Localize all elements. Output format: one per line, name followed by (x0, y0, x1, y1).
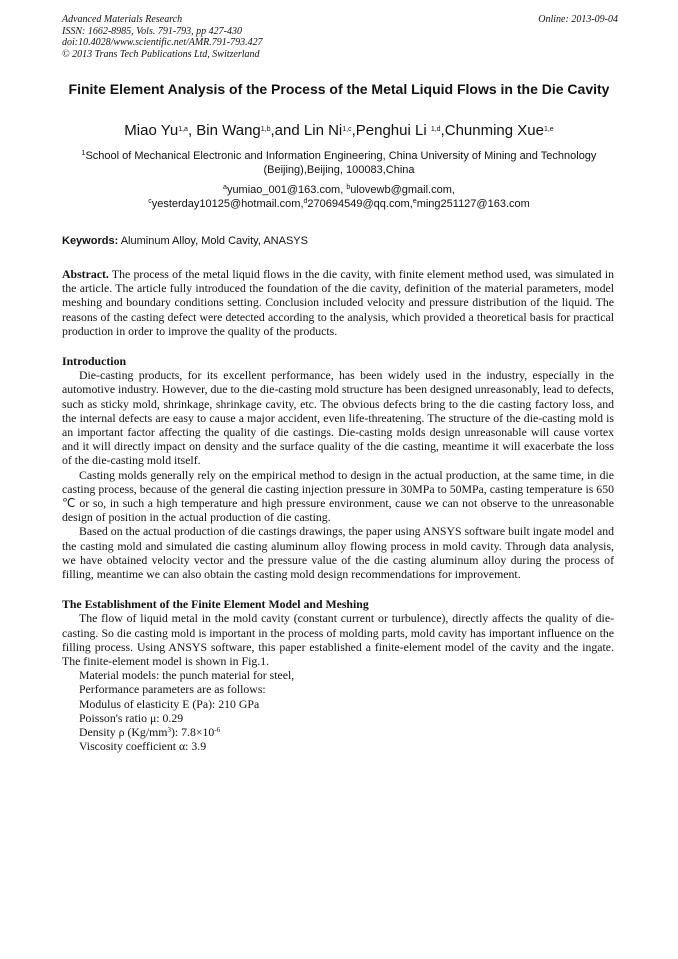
doi-line: doi:10.4028/www.scientific.net/AMR.791-793.427 (62, 37, 263, 48)
email-address: ming251127@163.com (416, 198, 530, 210)
email-address: yumiao_001@163.com, (226, 184, 347, 196)
paragraph: Die-casting products, for its excellent performance, has been widely used in the industry, especially in the automotive industry. However, due to the die-casting mold structure has been designed unreasonably, lead to defects, such as sticky mold, shrinkage, shrinkage cavity, etc. The obvious defects bring to the die casting factory loss, and the internal defects are easy to cause a major accident, even life-threatening. The structure of the die-casting mold is an important factor affecting the quality of die castings. Die-casting molds design unreasonable will cause vortex and it will directly impact on density and the surface quality of the die casting, meantime it will exacerbate the loss of the die-casting mold itself. (62, 368, 614, 468)
density-unit-exponent: 3 (167, 726, 171, 735)
material-parameters (62, 668, 614, 753)
publication-info (62, 14, 263, 60)
abstract (62, 267, 614, 338)
density-value-exponent: -6 (214, 726, 221, 735)
spacer (62, 581, 614, 597)
author-list (62, 122, 616, 140)
author-superscript: 1,b (260, 126, 271, 133)
paper-body (62, 267, 614, 754)
author-separator: , (440, 122, 445, 139)
online-date: Online: 2013-09-04 (538, 14, 618, 25)
abstract-text: The process of the metal liquid flows in the die cavity, with finite element method used, was simulated in the article. The article fully introduced the foundation of the die cavity, definition of the material parameters, model meshing and boundary conditions setting. Conclusion included velocity and pressure distribution of the liquid. The reasons of the casting defect were detected according to the analysis, which provided a theoretical basis for practical production in order to improve the quality of the products. (62, 267, 614, 338)
email-address: ulovewb@gmail.com, (350, 184, 455, 196)
section-heading-introduction: Introduction (62, 354, 127, 369)
author-name: Penghui Li (355, 122, 431, 139)
author-name: Lin Ni (303, 122, 343, 139)
keywords-text: Aluminum Alloy, Mold Cavity, ANASYS (118, 235, 308, 247)
keywords (62, 234, 616, 248)
affiliation (62, 149, 616, 177)
paragraph: Based on the actual production of die castings drawings, the paper using ANSYS software built ingate model and the casting mold and simulated die casting aluminum alloy flowing process in mold cavity. Through data analysis, we have obtained velocity vector and the pressure value of the die casting aluminum alloy during the process of filling, meantime we can also obtain the casting mold design recommendations for improvement. (62, 524, 614, 582)
poisson-line: Poisson's ratio μ: 0.29 (79, 710, 184, 725)
affiliation-text: School of Mechanical Electronic and Information Engineering, China University of Mining and Technology (Beijing),Beijing, 100083,China (85, 150, 597, 176)
density-value: ): 7.8×10 (170, 725, 215, 740)
modulus-line: Modulus of elasticity E (Pa): 210 GPa (79, 696, 260, 711)
spacer (62, 338, 614, 354)
email-superscript: e (412, 198, 417, 205)
author-superscript: 1,e (543, 126, 554, 133)
email-superscript: a (223, 184, 227, 191)
email-superscript: d (303, 198, 308, 205)
author-name: Bin Wang (196, 122, 261, 139)
email-address: yesterday10125@hotmail.com, (151, 198, 304, 210)
email-line (62, 183, 616, 197)
email-line (62, 197, 616, 211)
author-superscript: 1,d (430, 126, 441, 133)
viscosity-line: Viscosity coefficient α: 3.9 (79, 739, 207, 754)
issn-line: ISSN: 1662-8985, Vols. 791-793, pp 427-430 (62, 25, 242, 37)
author-separator: ,and (270, 122, 304, 139)
performance-parameters-line: Performance parameters are as follows: (79, 682, 266, 697)
affiliation-superscript: 1 (81, 150, 86, 157)
abstract-label: Abstract. (62, 267, 109, 281)
author-superscript: 1,a (178, 126, 188, 133)
author-separator: , (187, 122, 197, 139)
section-heading-finite-element-model: The Establishment of the Finite Element Model and Meshing (62, 597, 369, 612)
copyright-line: © 2013 Trans Tech Publications Ltd, Switzerland (62, 48, 260, 60)
email-superscript: b (346, 184, 351, 191)
material-models-line: Material models: the punch material for steel, (79, 668, 295, 683)
author-superscript: 1,c (342, 126, 352, 133)
density-label: Density ρ (Kg/mm (79, 725, 168, 740)
author-name: Chunming Xue (444, 122, 544, 139)
email-address: 270694549@qq.com, (307, 198, 413, 210)
density-line (62, 725, 614, 739)
author-emails (62, 183, 616, 211)
paragraph: The flow of liquid metal in the mold cavity (constant current or turbulence), directly affects the quality of die-casting. So die casting mold is important in the process of molding parts, mold cavity has important influence on the filling process. Using ANSYS software, this paper established a finite-element model of the cavity and the ingate. The finite-element model is shown in Fig.1. (62, 611, 614, 669)
paper-title: Finite Element Analysis of the Process of the Metal Liquid Flows in the Die Cavity (68, 81, 610, 97)
author-name: Miao Yu (124, 122, 179, 139)
paragraph: Casting molds generally rely on the empirical method to design in the actual production, at the same time, in die casting process, because of the general die casting injection pressure in 30MPa to 50MPa, casting temperature is 650 ℃ or so, in such a high temperature and high pressure environment, cause we can not observe to the unreasonable design of position in the actual production of die casting. (62, 467, 614, 525)
author-separator: , (351, 122, 356, 139)
keywords-label: Keywords: (62, 235, 119, 247)
email-superscript: c (148, 198, 152, 205)
journal-name: Advanced Materials Research (62, 14, 183, 25)
